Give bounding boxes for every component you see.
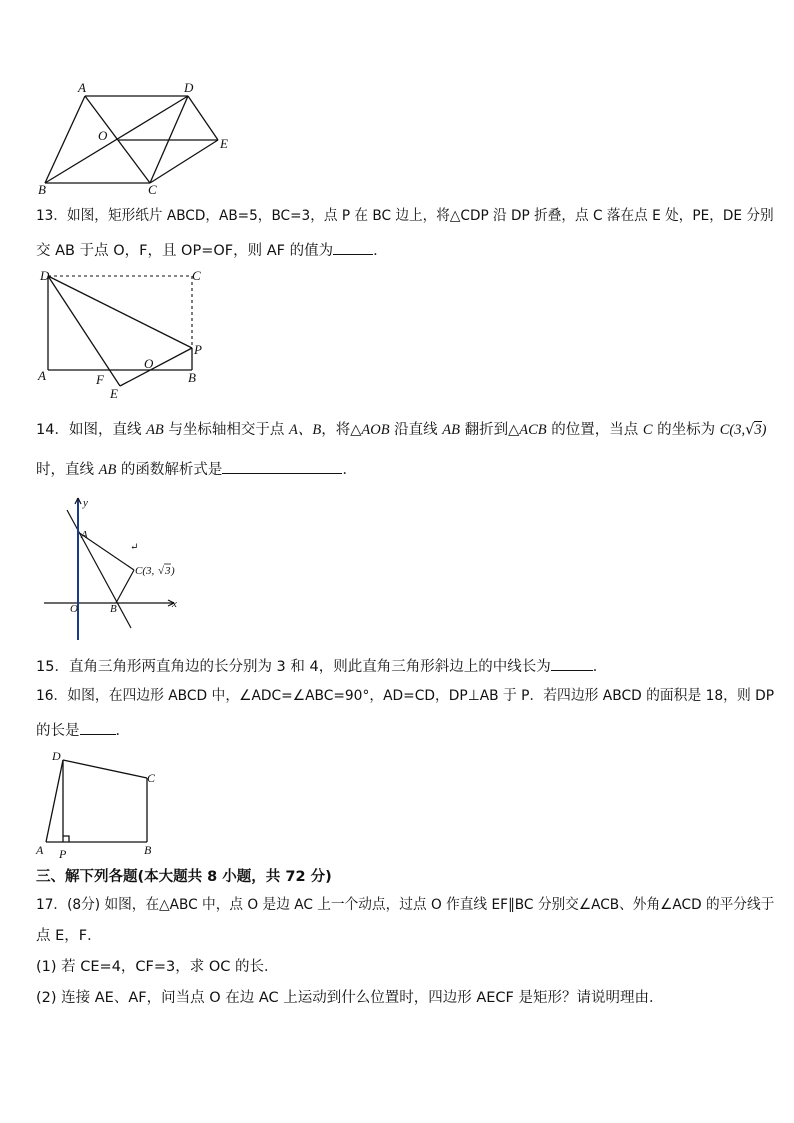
label-A: A [78, 80, 86, 95]
label-P: P [194, 342, 202, 357]
q13-answer-blank [333, 238, 373, 255]
label-A: A [81, 529, 88, 541]
q14-sqrt-symbol: √ [745, 422, 755, 438]
q14-line2-end: ． [342, 462, 357, 478]
q14-math-AB: AB [146, 422, 164, 438]
q16-answer-blank [80, 718, 116, 735]
q14-text-g: 的坐标为 [652, 422, 720, 438]
q14-math-AB3: AB [98, 462, 117, 478]
label-O: O [70, 603, 78, 615]
label-C-sqrt-sign: √ [158, 565, 165, 577]
q17-part2: (2) 连接 AE、AF，问当点 O 在边 AC 上运动到什么位置时，四边形 AECF 是矩形？请说明理由． [36, 990, 664, 1006]
label-B: B [38, 182, 46, 197]
q14-text-a: 14．如图，直线 [36, 422, 147, 438]
q17-line2: 点 E，F． [36, 928, 102, 944]
q13-line2-end: ． [373, 243, 388, 259]
return-mark: ↵ [130, 542, 139, 553]
q14-math-C: C [642, 422, 653, 438]
q16-line2 [36, 718, 130, 741]
label-B: B [188, 370, 196, 385]
q15-text: 15．直角三角形两直角边的长分别为 3 和 4，则此直角三角形斜边上的中线长为 [36, 659, 551, 675]
q14-sqrt-arg: 3 [754, 422, 762, 438]
label-y: y [83, 497, 88, 509]
label-C: C [192, 268, 201, 283]
q13-line1: 13．如图，矩形纸片 ABCD，AB=5，BC=3，点 P 在 BC 边上，将△CDP 沿 DP 折叠，点 C 落在点 E 处，PE，DE 分别 [36, 208, 774, 224]
q14-math-AOB: AOB [361, 422, 390, 438]
label-C: C [147, 771, 156, 785]
label-O: O [98, 128, 108, 143]
label-A: A [38, 368, 46, 383]
label-B: B [144, 843, 152, 857]
parallelogram-figure [30, 78, 250, 198]
q14-text-d: 沿直线 [389, 422, 443, 438]
q17-part1: (1) 若 CE=4，CF=3，求 OC 的长． [36, 959, 279, 975]
label-E: E [110, 386, 118, 401]
label-C: C [148, 182, 157, 197]
q16-line2-text: 的长是 [36, 723, 80, 739]
q14-text-b: 与坐标轴相交于点 [163, 422, 289, 438]
quadrilateral-figure [34, 748, 174, 864]
label-E: E [220, 136, 228, 151]
q15-answer-blank [551, 654, 593, 671]
label-D: D [52, 749, 61, 763]
q14-text-f: 的位置，当点 [546, 422, 643, 438]
label-x: x [172, 598, 177, 610]
label-B: B [110, 603, 117, 615]
q14-line2 [36, 457, 357, 480]
label-D: D [40, 268, 50, 283]
label-O: O [144, 356, 154, 371]
q14-answer-blank [222, 457, 342, 474]
q14-math-ACB: ACB [519, 422, 547, 438]
label-C-pre: C(3, [135, 565, 155, 577]
rectangle-fold-figure [34, 266, 214, 401]
q17-line1: 17．(8分) 如图，在△ABC 中，点 O 是边 AC 上一个动点，过点 O 作直线 EF∥BC 分别交∠ACB、外角∠ACD 的平分线于 [36, 897, 775, 913]
q16-line1: 16．如图，在四边形 ABCD 中，∠ADC=∠ABC=90°，AD=CD，DP⊥AB 于 P．若四边形 ABCD 的面积是 18，则 DP [36, 688, 775, 704]
coordinate-figure [40, 494, 200, 646]
label-C-post: ) [171, 565, 175, 577]
q15-line [36, 654, 607, 677]
label-C-sqrt: 3 [165, 565, 171, 577]
q14-line2-mid: 的函数解析式是 [116, 462, 223, 478]
label-D: D [184, 80, 194, 95]
label-A: A [36, 843, 44, 857]
q13-line2-text: 交 AB 于点 O，F，且 OP=OF，则 AF 的值为 [36, 243, 334, 259]
q13-line2 [36, 238, 388, 261]
section-heading: 三、解下列各题(本大题共 8 小题，共 72 分) [36, 869, 332, 885]
q14-math-A-B: A、B [289, 422, 322, 438]
q14-line2-text: 时，直线 [36, 462, 99, 478]
q14-text-e: 翻折到△ [460, 422, 520, 438]
q14-line1 [36, 420, 766, 440]
q14-math-AB2: AB [442, 422, 460, 438]
q14-coord-post: ) [761, 422, 767, 438]
q16-line2-end: ． [115, 723, 130, 739]
label-P: P [59, 847, 67, 861]
q14-coord-pre: C(3, [719, 422, 746, 438]
q14-text-c: ，将△ [321, 422, 362, 438]
q15-end: ． [592, 659, 608, 675]
label-F: F [96, 372, 104, 387]
